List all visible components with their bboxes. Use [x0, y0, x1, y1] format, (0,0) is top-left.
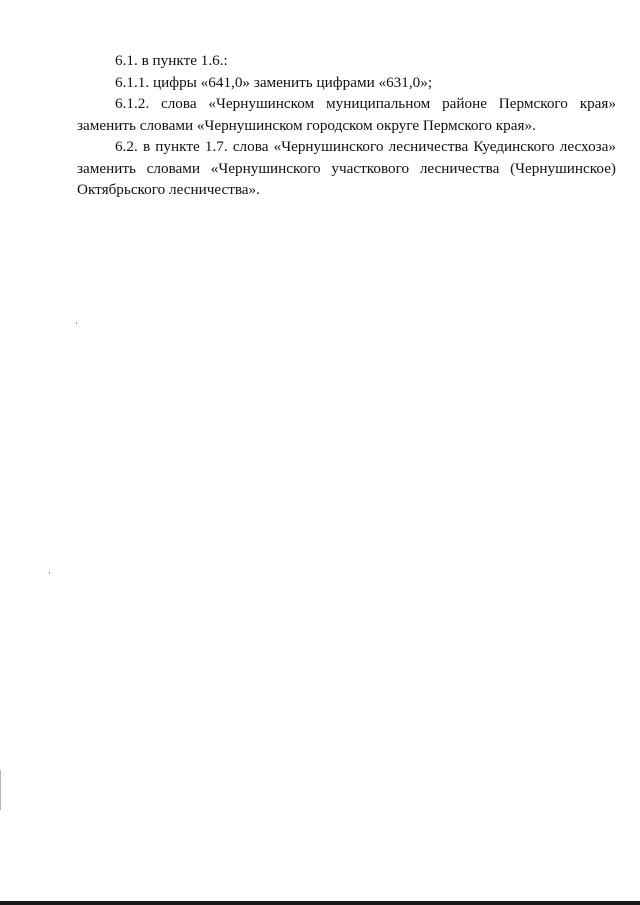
document-body: [77, 50, 616, 201]
scan-bottom-edge: [0, 901, 640, 905]
paragraph-6-2: 6.2. в пункте 1.7. слова «Чернушинского лесничества Куединского лесхоза» заменить словами «Чернушинского участкового лесничества (Чернушинское) Октябрьского лесничества».: [77, 138, 616, 198]
scan-speck: [76, 322, 77, 324]
paragraph-6-1: 6.1. в пункте 1.6.:: [115, 52, 228, 69]
scan-left-edge: [0, 770, 1, 810]
scan-speck: [49, 572, 50, 574]
paragraph-6-1-1: 6.1.1. цифры «641,0» заменить цифрами «631,0»;: [115, 73, 433, 91]
paragraph-6-1-2: 6.1.2. слова «Чернушинском муниципальном районе Пермского края» заменить словами «Чернушинском городском округе Пермского края».: [77, 95, 616, 134]
